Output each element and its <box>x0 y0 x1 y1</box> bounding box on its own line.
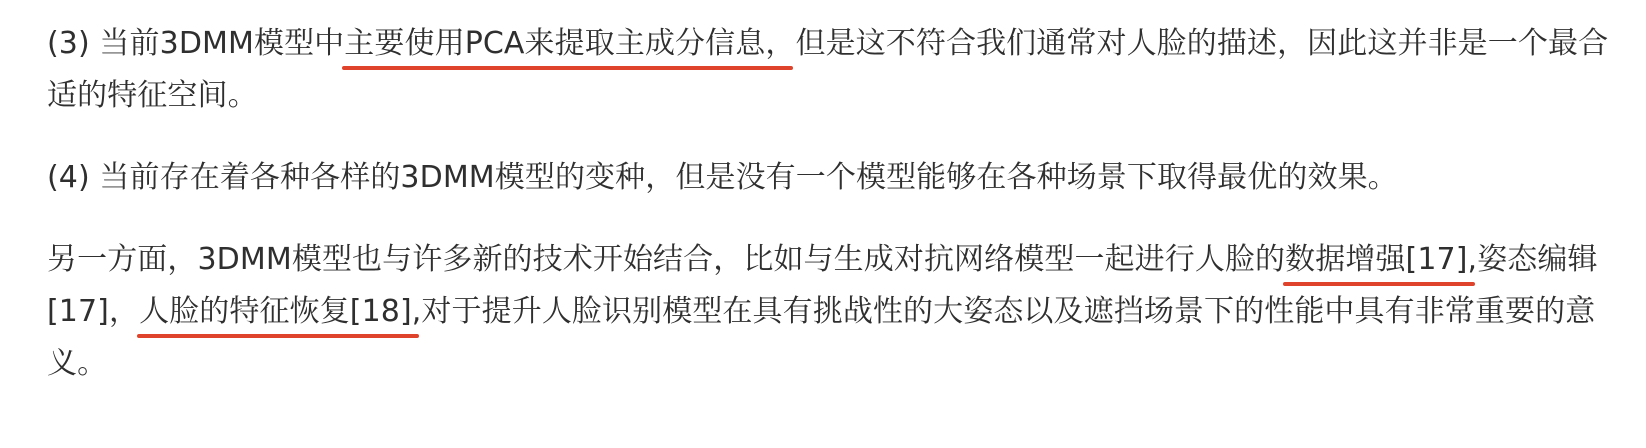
paragraph-3-text-c: 但是这不符合我们通常对人脸的描述，因此这并非是一个最合适的特征空间。 <box>47 26 1609 113</box>
highlight-underline-face-restoration: 人脸的特征恢复[18], <box>139 294 422 329</box>
paragraph-3-text-a: (3) 当前3DMM模型中 <box>47 26 345 61</box>
paragraph-other <box>47 234 1616 390</box>
paragraph-3 <box>47 18 1616 122</box>
highlight-underline-pose-editing: 姿态编辑[17]， <box>47 242 1598 329</box>
paragraph-other-text-a: 另一方面，3DMM模型也与许多新的技术开始结合，比如与生成对抗网络模型一起进行人脸的 <box>47 242 1286 277</box>
highlight-underline-data-augmentation: 数据增强[17], <box>1285 242 1478 277</box>
paragraph-other-text-g: 对于提升人脸识别模型在具有挑战性的大姿态以及遮挡场景下的性能中具有非常重要的意义。 <box>47 294 1596 381</box>
highlight-underline-pca: 主要使用PCA来提取主成分信息， <box>344 26 796 61</box>
paragraph-4: (4) 当前存在着各种各样的3DMM模型的变种，但是没有一个模型能够在各种场景下取得最优的效果。 <box>47 160 1398 195</box>
